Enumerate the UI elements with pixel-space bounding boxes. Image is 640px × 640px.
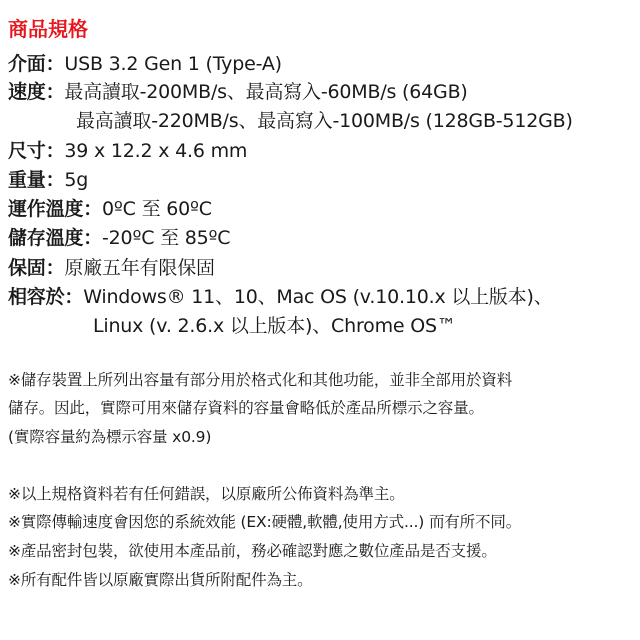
spec-label: 保固： bbox=[8, 257, 65, 279]
spec-label: 重量： bbox=[8, 169, 65, 191]
spec-speed-continued bbox=[76, 109, 573, 133]
spec-value: 最高讀取-220MB/s、最高寫入-100MB/s (128GB-512GB) bbox=[76, 110, 573, 132]
spec-storage-temp bbox=[8, 226, 230, 250]
spec-label: 儲存溫度： bbox=[8, 227, 103, 249]
spec-label: 尺寸： bbox=[8, 140, 65, 162]
spec-compatibility-continued bbox=[93, 314, 456, 338]
spec-value: Linux (v. 2.6.x 以上版本)、Chrome OS™ bbox=[93, 315, 456, 337]
spec-speed bbox=[8, 80, 468, 104]
note-transfer-speed: ※實際傳輸速度會因您的系統效能 (EX:硬體,軟體,使用方式...) 而有所不同。 bbox=[8, 513, 522, 531]
spec-value: 原廠五年有限保固 bbox=[64, 257, 215, 279]
spec-interface bbox=[8, 52, 282, 76]
spec-label: 運作溫度： bbox=[8, 198, 103, 220]
note-packaging: ※產品密封包裝，欲使用本產品前，務必確認對應之數位產品是否支援。 bbox=[8, 542, 497, 560]
note-capacity: ※儲存裝置上所列出容量有部分用於格式化和其他功能，並非全部用於資料 bbox=[8, 371, 513, 389]
note-capacity-continued: 儲存。因此，實際可用來儲存資料的容量會略低於產品所標示之容量。 bbox=[8, 399, 484, 417]
note-accessories: ※所有配件皆以原廠實際出貨所附配件為主。 bbox=[8, 571, 313, 589]
spec-warranty bbox=[8, 256, 215, 280]
spec-value: 0ºC 至 60ºC bbox=[102, 198, 212, 220]
note-errata: ※以上規格資料若有任何錯誤，以原廠所公佈資料為準主。 bbox=[8, 485, 405, 503]
spec-compatibility bbox=[8, 285, 553, 309]
note-capacity-ratio: (實際容量約為標示容量 x0.9) bbox=[8, 428, 212, 446]
page-title: 商品規格 bbox=[8, 17, 88, 41]
spec-value: 5g bbox=[64, 169, 89, 191]
spec-value: USB 3.2 Gen 1 (Type-A) bbox=[64, 53, 282, 75]
spec-value: Windows® 11、10、Mac OS (v.10.10.x 以上版本)、 bbox=[83, 286, 553, 308]
spec-label: 相容於： bbox=[8, 286, 84, 308]
spec-size bbox=[8, 139, 247, 163]
spec-value: -20ºC 至 85ºC bbox=[102, 227, 231, 249]
spec-page bbox=[8, 0, 634, 640]
spec-label: 介面： bbox=[8, 53, 65, 75]
spec-label: 速度： bbox=[8, 81, 65, 103]
spec-operating-temp bbox=[8, 197, 212, 221]
spec-value: 最高讀取-200MB/s、最高寫入-60MB/s (64GB) bbox=[64, 81, 468, 103]
spec-weight bbox=[8, 168, 88, 192]
spec-value: 39 x 12.2 x 4.6 mm bbox=[64, 140, 248, 162]
